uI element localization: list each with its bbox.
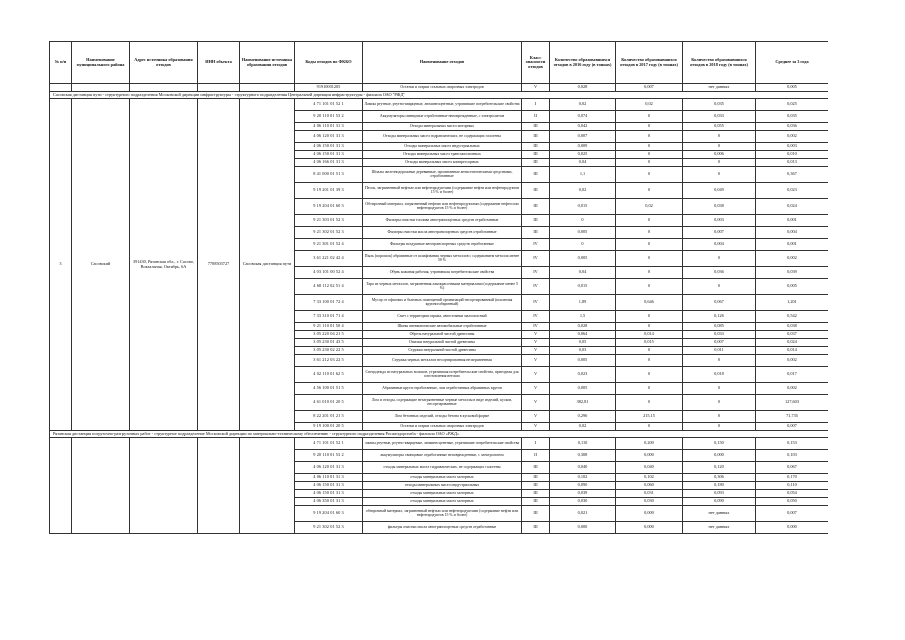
- quantity-cell: 0,025: [756, 99, 829, 111]
- quantity-cell: 1,5: [550, 311, 616, 323]
- waste-code: 9 21 110 01 50 4: [295, 323, 363, 331]
- waste-name: Отходы минеральных масел моторных: [363, 123, 522, 131]
- quantity-cell: 0,003: [756, 143, 829, 151]
- waste-code: 4 68 112 02 51 4: [295, 279, 363, 295]
- quantity-cell: 0,067: [756, 462, 829, 474]
- quantity-cell: 0,054: [756, 490, 829, 498]
- waste-code: 9 21 303 01 52 3: [295, 215, 363, 227]
- district-name: [72, 438, 130, 534]
- hazard-class: III: [522, 159, 550, 167]
- quantity-cell: 0: [616, 123, 683, 131]
- quantity-cell: 0,04: [550, 159, 616, 167]
- quantity-cell: 0,038: [756, 323, 829, 331]
- hazard-class: V: [522, 395, 550, 411]
- quantity-cell: 0,005: [550, 227, 616, 239]
- quantity-cell: 0,049: [683, 183, 756, 199]
- quantity-cell: 0,002: [756, 383, 829, 395]
- quantity-cell: 0,036: [683, 267, 756, 279]
- quantity-cell: 0,001: [756, 215, 829, 227]
- hazard-class: III: [522, 227, 550, 239]
- hazard-class: III: [522, 215, 550, 227]
- quantity-cell: 0,007: [756, 423, 829, 431]
- quantity-cell: 0,018: [683, 367, 756, 383]
- waste-code: 9 21 301 01 52 4: [295, 239, 363, 251]
- table-cell: 0,007: [616, 84, 683, 92]
- column-header: Адрес источника образования отходов: [130, 42, 198, 84]
- table-row: [50, 99, 829, 111]
- quantity-cell: 0,060: [616, 482, 683, 490]
- waste-code: 7 33 100 01 72 4: [295, 295, 363, 311]
- waste-name: фильтры очистки масла автотранспортных средств отработанные: [363, 522, 522, 534]
- waste-code: 3 61 221 02 42 4: [295, 251, 363, 267]
- quantity-cell: 0,023: [550, 367, 616, 383]
- waste-code: 3 05 230 01 43 5: [295, 339, 363, 347]
- waste-code: 7 33 310 01 71 4: [295, 311, 363, 323]
- waste-code: 9 20 110 01 53 2: [295, 450, 363, 462]
- quantity-cell: 0,000: [616, 450, 683, 462]
- quantity-cell: 0,367: [756, 167, 829, 183]
- waste-name: Мусор от офисных и бытовых помещений организаций несортированный (исключая крупногабаритный): [363, 295, 522, 311]
- hazard-class: V: [522, 411, 550, 423]
- quantity-cell: 0,093: [683, 490, 756, 498]
- quantity-cell: 0,055: [683, 123, 756, 131]
- header-row: [50, 42, 829, 84]
- hazard-class: V: [522, 339, 550, 347]
- quantity-cell: 0,003: [683, 215, 756, 227]
- quantity-cell: 0: [616, 167, 683, 183]
- quantity-cell: 0,064: [550, 331, 616, 339]
- waste-table: [49, 41, 828, 534]
- waste-name: Тара из черных металлов, загрязненная лакокрасочными материалами (содержание менее 5 %): [363, 279, 522, 295]
- source-address: 391430, Рязанская обл., г. Сасово, Вокзальная, Октябрь, 6А: [130, 99, 198, 431]
- hazard-class: III: [522, 143, 550, 151]
- quantity-cell: 0,170: [756, 474, 829, 482]
- quantity-cell: 0: [683, 159, 756, 167]
- hazard-class: I: [522, 99, 550, 111]
- waste-code: 4 03 101 00 52 4: [295, 267, 363, 279]
- quantity-cell: 0: [616, 311, 683, 323]
- quantity-cell: 0,010: [756, 151, 829, 159]
- column-header: Класс опасности отходов: [522, 42, 550, 84]
- quantity-cell: 0,040: [616, 462, 683, 474]
- quantity-cell: 0,02: [550, 423, 616, 431]
- quantity-cell: 0,006: [683, 151, 756, 159]
- waste-name: Фильтры очистки масла автотранспортных средств отработанные: [363, 227, 522, 239]
- quantity-cell: 0,002: [756, 131, 829, 143]
- quantity-cell: 0: [616, 111, 683, 123]
- quantity-cell: 0,013: [756, 159, 829, 167]
- quantity-cell: 0,021: [550, 506, 616, 522]
- quantity-cell: 0,150: [683, 438, 756, 450]
- quantity-cell: 0,050: [756, 498, 829, 506]
- hazard-class: V: [522, 331, 550, 339]
- quantity-cell: 0: [616, 143, 683, 151]
- quantity-cell: 0,028: [550, 323, 616, 331]
- waste-name: Песок, загрязненный нефтью или нефтепродуктами (содержание нефти или нефтепродуктов 15 % и более): [363, 183, 522, 199]
- column-header: № п/п: [50, 42, 72, 84]
- waste-name: Стружка черных металлов несортированная незагрязненная: [363, 355, 522, 367]
- hazard-class: II: [522, 111, 550, 123]
- quantity-cell: 0,005: [550, 251, 616, 267]
- top-row: [50, 84, 829, 92]
- quantity-cell: 0: [616, 383, 683, 395]
- section-title: Сасовская дистанция пути - структурного подразделения Московской дирекции инфраструктуры - структурного подразделения Центральной дирекции инфраструктуры - филиала ОАО "РЖД": [50, 92, 829, 99]
- waste-code: 4 06 166 01 31 3: [295, 159, 363, 167]
- quantity-cell: 0,153: [756, 438, 829, 450]
- column-header: ИНН объекта: [198, 42, 240, 84]
- waste-name: аккумуляторы свинцовые отработанные неповрежденные, с электролитом: [363, 450, 522, 462]
- quantity-cell: 0: [616, 215, 683, 227]
- waste-code: 9 20 110 01 53 2: [295, 111, 363, 123]
- waste-code: 4 06 150 01 31 3: [295, 151, 363, 159]
- quantity-cell: 0,120: [683, 462, 756, 474]
- quantity-cell: 0: [550, 239, 616, 251]
- quantity-cell: 0,007: [550, 131, 616, 143]
- quantity-cell: 0,042: [550, 123, 616, 131]
- quantity-cell: 0: [616, 267, 683, 279]
- waste-code: 4 71 101 01 52 1: [295, 99, 363, 111]
- quantity-cell: 0: [616, 355, 683, 367]
- waste-name: Пыль (порошок) абразивные от шлифования черных металлов с содержанием металла менее 50 %: [363, 251, 522, 267]
- waste-name: Фильтры очистки топлива автотранспортных средств отработанные: [363, 215, 522, 227]
- row-number: 3: [50, 99, 72, 431]
- quantity-cell: 0,024: [756, 199, 829, 215]
- quantity-cell: 1,89: [550, 295, 616, 311]
- hazard-class: III: [522, 151, 550, 159]
- quantity-cell: 0,009: [550, 143, 616, 151]
- waste-code: 9 19 204 01 60 3: [295, 506, 363, 522]
- quantity-cell: 0,007: [756, 506, 829, 522]
- waste-code: 4 56 100 01 51 5: [295, 383, 363, 395]
- hazard-class: III: [522, 123, 550, 131]
- waste-name: Остатки и огарки стальных сварочных электродов: [363, 84, 522, 92]
- waste-name: отходы минеральных масел моторных: [363, 474, 522, 482]
- waste-code: 4 71 101 01 52 1: [295, 438, 363, 450]
- quantity-cell: 0,033: [683, 111, 756, 123]
- quantity-cell: 0,039: [756, 267, 829, 279]
- quantity-cell: 0,02: [616, 199, 683, 215]
- column-header: Количество образовавшихся отходов в 2017 году (в тоннах): [616, 42, 683, 84]
- district-name: Сасовский: [72, 99, 130, 431]
- quantity-cell: 0,014: [756, 347, 829, 355]
- quantity-cell: 0: [616, 347, 683, 355]
- waste-code: 3 61 212 03 22 5: [295, 355, 363, 367]
- quantity-cell: 0: [616, 423, 683, 431]
- waste-name: Отходы минеральных масел компрессорных: [363, 159, 522, 167]
- quantity-cell: 0,110: [756, 482, 829, 490]
- waste-name: Обтирочный материал, загрязненный нефтью или нефтепродуктами (содержание нефти или нефтепродуктов 15 % и более): [363, 199, 522, 215]
- waste-name: Спецодежда из натуральных волокон, утратившая потребительские свойства, пригодная для изготовления ветоши: [363, 367, 522, 383]
- quantity-cell: 0,308: [550, 450, 616, 462]
- quantity-cell: 0,306: [683, 474, 756, 482]
- hazard-class: I: [522, 438, 550, 450]
- quantity-cell: 0,030: [616, 498, 683, 506]
- quantity-cell: 0,02: [550, 183, 616, 199]
- hazard-class: IV: [522, 239, 550, 251]
- quantity-cell: нет данных: [683, 522, 756, 534]
- hazard-class: III: [522, 167, 550, 183]
- waste-code: 9 19 100 01 20 5: [295, 423, 363, 431]
- quantity-cell: 0,03: [550, 347, 616, 355]
- section-title: Рязанская дистанция погрузочно-разгрузочных работ - структурное подразделение Московской дирекции по материально-техническому обеспечению - структурного подразделения Росжелдорснаба - филиала ОАО «РЖД»: [50, 431, 829, 438]
- quantity-cell: 0,110: [550, 438, 616, 450]
- quantity-cell: 0,000: [550, 522, 616, 534]
- hazard-class: IV: [522, 323, 550, 331]
- inn-value: 7708503727: [198, 99, 240, 431]
- waste-name: Опилки натуральной чистой древесины: [363, 339, 522, 347]
- quantity-cell: 0,085: [683, 323, 756, 331]
- quantity-cell: 215,15: [616, 411, 683, 423]
- quantity-cell: 0,036: [756, 123, 829, 131]
- quantity-cell: 0,023: [756, 183, 829, 199]
- quantity-cell: 382,81: [550, 395, 616, 411]
- quantity-cell: 0,090: [683, 498, 756, 506]
- hazard-class: III: [522, 199, 550, 215]
- quantity-cell: 0: [683, 355, 756, 367]
- quantity-cell: 1,1: [550, 167, 616, 183]
- inn-value: [198, 438, 240, 534]
- quantity-cell: 0: [616, 395, 683, 411]
- hazard-class: III: [522, 462, 550, 474]
- quantity-cell: 0,05: [550, 339, 616, 347]
- quantity-cell: 0: [616, 131, 683, 143]
- quantity-cell: 0,017: [756, 367, 829, 383]
- quantity-cell: 0: [616, 239, 683, 251]
- quantity-cell: 0,02: [616, 99, 683, 111]
- waste-name: Аккумуляторы свинцовые отработанные неповрежденные, с электролитом: [363, 111, 522, 123]
- quantity-cell: 0: [683, 279, 756, 295]
- column-header: Наименование отходов: [363, 42, 522, 84]
- quantity-cell: 0,038: [683, 199, 756, 215]
- waste-code: 4 02 110 01 62 5: [295, 367, 363, 383]
- quantity-cell: 0,035: [683, 99, 756, 111]
- waste-name: обтирочный материал, загрязненный нефтью или нефтепродуктами (содержание нефти или нефтепродуктов 15 % и более): [363, 506, 522, 522]
- waste-code: 4 06 120 01 31 3: [295, 131, 363, 143]
- hazard-class: II: [522, 450, 550, 462]
- table-cell: V: [522, 84, 550, 92]
- column-header: Количество образовавшихся отходов в 2018 году (в тоннах): [683, 42, 756, 84]
- hazard-class: III: [522, 183, 550, 199]
- quantity-cell: 0,542: [756, 311, 829, 323]
- quantity-cell: 0: [616, 323, 683, 331]
- quantity-cell: 0,04: [550, 267, 616, 279]
- quantity-cell: 0: [616, 183, 683, 199]
- quantity-cell: 0,000: [616, 506, 683, 522]
- column-header: Коды отходов по ФККО: [295, 42, 363, 84]
- waste-name: Обрезь натуральной чистой древесины: [363, 331, 522, 339]
- quantity-cell: 0,005: [550, 355, 616, 367]
- table-cell: 0,028: [550, 84, 616, 92]
- quantity-cell: 0: [616, 279, 683, 295]
- quantity-cell: 0,126: [683, 311, 756, 323]
- hazard-class: V: [522, 383, 550, 395]
- waste-name: Фильтры воздушные автотранспортных средств отработанные: [363, 239, 522, 251]
- source-address: [130, 438, 198, 534]
- quantity-cell: 0,005: [550, 383, 616, 395]
- quantity-cell: 0,001: [756, 239, 829, 251]
- quantity-cell: 0: [683, 411, 756, 423]
- waste-name: Остатки и огарки стальных сварочных электродов: [363, 423, 522, 431]
- quantity-cell: 0,002: [756, 251, 829, 267]
- waste-code: 9 21 302 01 52 3: [295, 227, 363, 239]
- waste-name: Лом бетонных изделий, отходы бетона в кусковой форме: [363, 411, 522, 423]
- waste-name: Лом и отходы, содержащие незагрязненные черные металлы в виде изделий, кусков, несортированные: [363, 395, 522, 411]
- quantity-cell: 0,030: [550, 498, 616, 506]
- quantity-cell: 0: [616, 151, 683, 159]
- quantity-cell: 0,646: [616, 295, 683, 311]
- waste-code: 9 19 201 01 39 3: [295, 183, 363, 199]
- quantity-cell: 0,000: [683, 450, 756, 462]
- waste-name: отходы минеральных масел моторных: [363, 498, 522, 506]
- waste-name: отходы минеральных масел гидравлических, не содержащих галогены: [363, 462, 522, 474]
- quantity-cell: 0: [683, 423, 756, 431]
- quantity-cell: 0: [683, 251, 756, 267]
- hazard-class: IV: [522, 295, 550, 311]
- quantity-cell: 0,014: [616, 331, 683, 339]
- waste-code: 4 06 110 01 31 3: [295, 123, 363, 131]
- quantity-cell: 0,035: [756, 111, 829, 123]
- hazard-class: III: [522, 498, 550, 506]
- source-name: [240, 438, 295, 534]
- quantity-cell: 0,074: [550, 111, 616, 123]
- waste-name: Лампы ртутные, ртутно-кварцевые, люминесцентные, утратившие потребительские свойства: [363, 99, 522, 111]
- waste-code: 4 06 150 01 31 3: [295, 143, 363, 151]
- quantity-cell: 0,02: [550, 99, 616, 111]
- quantity-cell: 0,102: [616, 474, 683, 482]
- quantity-cell: 0: [683, 383, 756, 395]
- quantity-cell: 71,735: [756, 411, 829, 423]
- quantity-cell: 0,033: [683, 331, 756, 339]
- quantity-cell: 0: [683, 131, 756, 143]
- column-header: Наименование источника образования отходов: [240, 42, 295, 84]
- hazard-class: III: [522, 490, 550, 498]
- quantity-cell: 127,603: [756, 395, 829, 411]
- waste-code: 8 41 000 01 51 3: [295, 167, 363, 183]
- quantity-cell: 0,007: [683, 339, 756, 347]
- quantity-cell: 0,103: [756, 450, 829, 462]
- hazard-class: III: [522, 131, 550, 143]
- waste-name: Шпалы железнодорожные деревянные, пропитанные антисептическими средствами, отработанные: [363, 167, 522, 183]
- waste-name: Стружка натуральной чистой древесины: [363, 347, 522, 355]
- waste-code: 9 21 302 01 52 3: [295, 522, 363, 534]
- quantity-cell: 0: [683, 395, 756, 411]
- waste-code: 9 19 204 01 60 3: [295, 199, 363, 215]
- hazard-class: III: [522, 482, 550, 490]
- hazard-class: V: [522, 367, 550, 383]
- quantity-cell: 0,004: [756, 227, 829, 239]
- quantity-cell: 0: [616, 367, 683, 383]
- hazard-class: III: [522, 522, 550, 534]
- quantity-cell: нет данных: [683, 506, 756, 522]
- quantity-cell: 0,039: [550, 490, 616, 498]
- waste-code: 4 06 150 01 31 3: [295, 482, 363, 490]
- waste-name: лампы ртутные, ртутно-кварцевые, люминесцентные, утратившие потребительские свойства: [363, 438, 522, 450]
- quantity-cell: 0: [616, 227, 683, 239]
- waste-name: Отходы минеральных масел гидравлических, не содержащих галогены: [363, 131, 522, 143]
- quantity-cell: 0,031: [616, 490, 683, 498]
- hazard-class: IV: [522, 279, 550, 295]
- column-header: Наименование муниципального района: [72, 42, 130, 84]
- quantity-cell: 0,007: [683, 227, 756, 239]
- quantity-cell: 0,102: [550, 474, 616, 482]
- quantity-cell: 0: [683, 167, 756, 183]
- section-row-ryazan: [50, 431, 829, 438]
- waste-name: Обувь кожаная рабочая, утратившая потребительские свойства: [363, 267, 522, 279]
- waste-name: Шины пневматические автомобильные отработанные: [363, 323, 522, 331]
- quantity-cell: 0,090: [550, 482, 616, 490]
- source-name: Сасовская дистанция пути: [240, 99, 295, 431]
- hazard-class: IV: [522, 251, 550, 267]
- quantity-cell: 0,002: [756, 355, 829, 367]
- quantity-cell: 0,015: [550, 279, 616, 295]
- quantity-cell: 0,004: [683, 239, 756, 251]
- hazard-class: III: [522, 474, 550, 482]
- quantity-cell: 0,025: [550, 151, 616, 159]
- waste-register-sheet: [49, 41, 828, 568]
- quantity-cell: 0,015: [616, 339, 683, 347]
- quantity-cell: 1,201: [756, 295, 829, 311]
- quantity-cell: 0,180: [683, 482, 756, 490]
- quantity-cell: 0,040: [550, 462, 616, 474]
- table-cell: нет данных: [683, 84, 756, 92]
- hazard-class: III: [522, 506, 550, 522]
- hazard-class: IV: [522, 311, 550, 323]
- quantity-cell: 0,024: [756, 339, 829, 347]
- waste-code: 4 06 350 01 31 3: [295, 498, 363, 506]
- quantity-cell: 0,296: [550, 411, 616, 423]
- table-cell: 0,005: [756, 84, 829, 92]
- quantity-cell: 0,000: [616, 522, 683, 534]
- waste-name: отходы минеральных масел моторных: [363, 490, 522, 498]
- hazard-class: V: [522, 355, 550, 367]
- waste-code: 8 22 201 01 21 5: [295, 411, 363, 423]
- quantity-cell: 0: [683, 143, 756, 151]
- waste-code: 4 61 010 01 20 5: [295, 395, 363, 411]
- waste-code: 91910001205: [295, 84, 363, 92]
- quantity-cell: 0,011: [683, 347, 756, 355]
- quantity-cell: 0,000: [756, 522, 829, 534]
- waste-name: Отходы минеральных масел трансмиссионных: [363, 151, 522, 159]
- quantity-cell: 0,015: [550, 199, 616, 215]
- row-number: [50, 438, 72, 534]
- quantity-cell: 0,037: [756, 331, 829, 339]
- waste-name: Отходы минеральных масел индустриальных: [363, 143, 522, 151]
- table-row: [50, 438, 829, 450]
- quantity-cell: 0,200: [616, 438, 683, 450]
- waste-code: 3 05 230 02 22 5: [295, 347, 363, 355]
- waste-code: 4 06 150 01 31 3: [295, 490, 363, 498]
- column-header: Среднее за 3 года: [756, 42, 829, 84]
- quantity-cell: 0: [550, 215, 616, 227]
- hazard-class: IV: [522, 267, 550, 279]
- column-header: Количество образовавшихся отходов в 2016 году (в тоннах): [550, 42, 616, 84]
- section-row-sasovo: [50, 92, 829, 99]
- waste-code: 4 06 120 01 31 3: [295, 462, 363, 474]
- waste-code: 3 05 220 04 21 5: [295, 331, 363, 339]
- quantity-cell: 0,067: [683, 295, 756, 311]
- waste-name: Смет с территории гаража, автостоянки малоопасный: [363, 311, 522, 323]
- hazard-class: V: [522, 347, 550, 355]
- hazard-class: V: [522, 423, 550, 431]
- quantity-cell: 0: [616, 159, 683, 167]
- waste-name: Абразивные круги отработанные, лом отработанных абразивных кругов: [363, 383, 522, 395]
- quantity-cell: 0,005: [756, 279, 829, 295]
- waste-code: 4 06 110 01 31 3: [295, 474, 363, 482]
- quantity-cell: 0: [616, 251, 683, 267]
- waste-name: отходы минеральных масел индустриальных: [363, 482, 522, 490]
